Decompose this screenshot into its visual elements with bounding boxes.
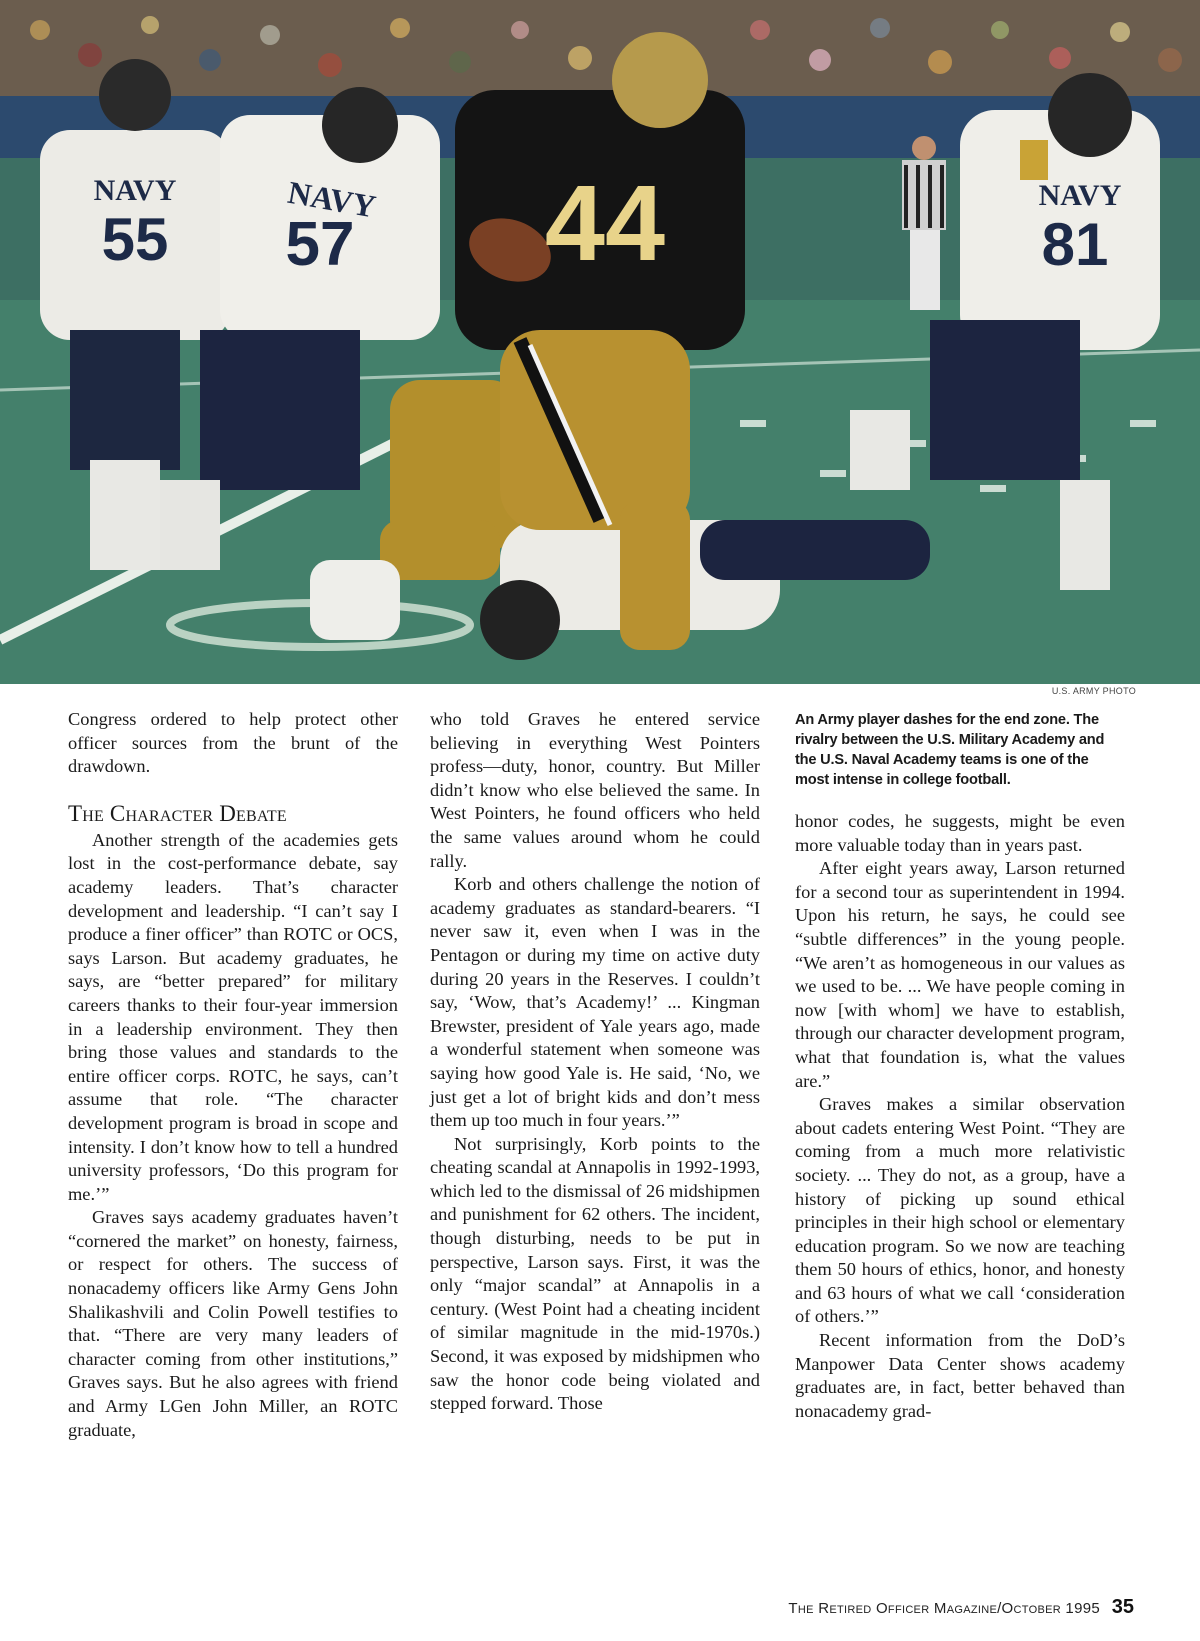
article-paragraph: Recent information from the DoD’s Manpower Data Center shows academy graduates are, in fact, better behaved than nonacademy grad-	[795, 1330, 1125, 1421]
jersey-number-center: 57	[285, 210, 355, 279]
article-paragraph: Graves makes a similar observation about cadets entering West Point. “They are coming from a much more relativistic society. ... They do not, as a group, have a history of picking up sound ethical principles in their high school or elementary education program. So we now are teaching them 50 hours of ethics, honor, and honesty and 63 hours of what we call ‘consideration of others.’”	[795, 1094, 1125, 1327]
football-photo	[0, 0, 1200, 684]
article-column-1	[68, 708, 398, 1442]
page-number: 35	[1111, 1596, 1134, 1618]
article-paragraph: honor codes, he suggests, might be even more valuable today than in years past.	[795, 811, 1125, 855]
article-paragraph: Congress ordered to help protect other officer sources from the brunt of the drawdown.	[68, 709, 398, 777]
article-paragraph: who told Graves he entered service believing in everything West Pointers profess—duty, honor, country. But Miller didn’t know who else believed the same. In West Pointers, he found officers who held the same values around whom he could rally.	[430, 709, 760, 871]
article-column-3	[795, 710, 1125, 1423]
article-paragraph: Korb and others challenge the notion of academy graduates as standard-bearers. “I never saw it, even when I was in the Pentagon or during my time on active duty during 20 years in the Reserves. I couldn’t say, ‘Wow, that’s Academy!’ ... Kingman Brewster, president of Yale years ago, made a wonderful statement when someone was saying how good Yale is. He said, ‘No, we just get a lot of bright kids and don’t mess them up too much in four years.’”	[430, 874, 760, 1131]
article-paragraph: After eight years away, Larson returned for a second tour as superintendent in 1994. Upon his return, he says, he could see “subtle differences” in the young people. “We aren’t as homogeneous in our values as we used to be. ... We have people coming in now [with whom] we have to establish, through our character development program, what that foundation is, what the values are.”	[795, 858, 1125, 1091]
photo-caption: An Army player dashes for the end zone. The rivalry between the U.S. Military Academy and the U.S. Naval Academy teams is one of the most intense in college football.	[795, 712, 1105, 788]
article-column-2	[430, 708, 760, 1416]
running-footer	[788, 1600, 1100, 1618]
article-paragraph: Not surprisingly, Korb points to the cheating scandal at Annapolis in 1992-1993, which led to the dismissal of 26 midshipmen and punishment for 62 others. The incident, though disturbing, needs to be put in perspective, Larson says. First, it was the only “major scandal” at Annapolis in a century. (West Point had a cheating incident of similar magnitude in the mid-1970s.) Second, it was exposed by midshipmen who saw the honor code being violated and stepped forward. Those	[430, 1133, 760, 1414]
section-subhead: The Character Debate	[68, 800, 287, 826]
article-paragraph: Graves says academy graduates haven’t “cornered the market” on honesty, fairness, or respect for others. The success of nonacademy officers like Army Gens John Shalikashvili and Colin Powell testifies to that. “There are very many leaders of character coming from other institutions,” Graves says. But he also agrees with friend and Army LGen John Miller, an ROTC graduate,	[68, 1207, 398, 1440]
football-scene-illustration	[0, 0, 1200, 684]
jersey-navy-right: NAVY	[1038, 179, 1122, 212]
photo-credit: U.S. ARMY PHOTO	[1051, 686, 1136, 696]
article-paragraph: Another strength of the academies gets lost in the cost-performance debate, say academy leaders. That’s character development and leadership. “I can’t say I produce a finer officer” than ROTC or OCS, says Larson. But academy graduates, he says, are “better prepared” for military careers thanks to their four-year immersion in a leadership environment. They then bring those values and standards to the entire officer corps. ROTC, he says, can’t assume that role. “The character development program is broad in scope and intensity. I don’t know how to tell a hundred university professors, ‘Do this program for me.’”	[68, 829, 398, 1204]
jersey-navy-left: NAVY	[93, 174, 177, 207]
jersey-number-left: 55	[101, 206, 169, 273]
jersey-number-army: 44	[544, 162, 666, 283]
jersey-number-right: 81	[1041, 211, 1109, 278]
jersey-navy-center: NAVY	[285, 173, 379, 225]
running-title: The Retired Officer Magazine/October 1995	[788, 1600, 1100, 1617]
